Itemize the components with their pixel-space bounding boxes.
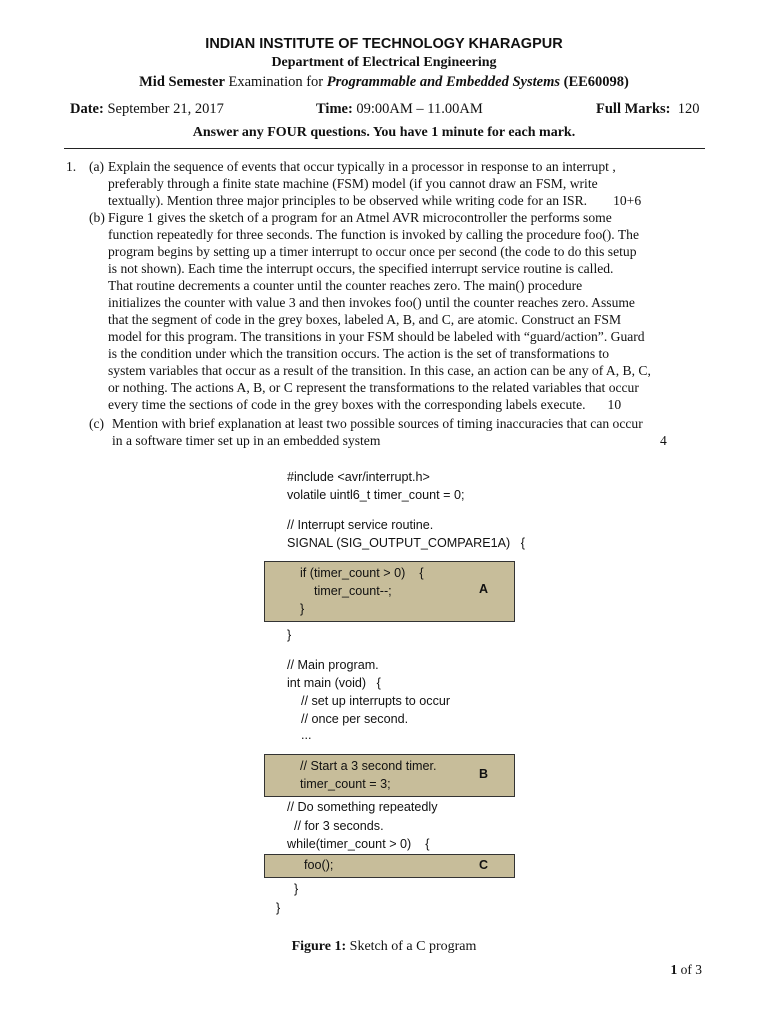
exam-type: Mid Semester [139,74,225,90]
figure-caption-text: Sketch of a C program [346,939,477,954]
part-b-line: is the condition under which the transition occurs. The action is the set of transformations to [108,346,610,361]
box-a-label: A [479,582,489,596]
part-c-text [112,415,701,449]
code-while-close: } [287,882,299,896]
code-isr-close: } [287,628,292,642]
part-b-line: function repeatedly for three seconds. The function is invoked by calling the procedure foo(). The [108,227,639,242]
course-code: (EE60098) [560,74,629,90]
part-a-label: (a) [89,159,105,174]
box-c-line: foo(); [304,858,334,872]
code-comment-setup2: // once per second. [287,712,409,726]
part-b-line: Figure 1 gives the sketch of a program for an Atmel AVR microcontroller the performs some [108,210,612,225]
instructions: Answer any FOUR questions. You have 1 minute for each mark. [192,125,576,140]
code-comment-setup1: // set up interrupts to occur [287,694,451,708]
part-b-line: every time the sections of code in the grey boxes with the corresponding labels execute. 10 [108,397,622,412]
marks-value: 120 [677,101,700,117]
code-comment-isr: // Interrupt service routine. [287,518,434,532]
part-b-text [108,209,701,413]
part-b-line: model for this program. The transitions in your FSM should be labeled with “guard/action”. Guard [108,329,645,344]
part-c-label: (c) [89,416,105,431]
part-b-line: program begins by setting up a timer interrupt to occur once per second (the code to do this setup [108,244,637,259]
code-comment-repeat1: // Do something repeatedly [287,800,438,814]
part-b-line: system variables that occur as a result of the transition. In this case, an action can be any of A, B, C, [108,363,651,378]
part-b-line: That routine decrements a counter until the counter reaches zero. The main() procedure [108,278,583,293]
time-value: 09:00AM – 11.00AM [352,101,483,117]
part-c-marks: 4 [660,433,667,448]
code-comment-main: // Main program. [287,658,379,672]
exam-mid-text: Examination for [224,74,327,90]
figure-caption-label: Figure 1: [291,939,347,954]
code-ellipsis: ... [287,728,312,742]
box-a-line: timer_count--; [300,584,392,598]
box-b-line: // Start a 3 second timer. [300,759,437,773]
date-value: September 21, 2017 [103,101,224,117]
time-label: Time: [316,101,353,117]
part-c-line: in a software timer set up in an embedded system [112,433,381,448]
part-a-text [108,158,701,209]
box-b-line: timer_count = 3; [300,777,391,791]
code-main-decl: int main (void) { [287,676,381,690]
part-b-line: that the segment of code in the grey boxes, labeled A, B, and C, are atomic. Construct an FSM [108,312,622,327]
part-c-line: Mention with brief explanation at least two possible sources of timing inaccuracies that can occur [112,416,643,431]
box-c-label: C [479,858,489,872]
institute-name: INDIAN INSTITUTE OF TECHNOLOGY KHARAGPUR [205,36,563,52]
code-signal: SIGNAL (SIG_OUTPUT_COMPARE1A) { [287,536,525,550]
box-a-line: if (timer_count > 0) { [300,566,424,580]
page-current: 1 [670,962,678,977]
code-box-b [264,754,515,797]
part-b-line: initializes the counter with value 3 and then invokes foo() until the counter reaches zero. Assume [108,295,635,310]
part-b-line: is not shown). Each time the interrupt occurs, the specified interrupt service routine is called. [108,261,614,276]
part-b-line: or nothing. The actions A, B, or C represent the transformations to the related variables that occur [108,380,639,395]
page-number [640,962,702,978]
exam-date [70,101,224,118]
part-b-marks: 10 [607,397,622,412]
full-marks [596,101,700,118]
code-comment-repeat2: // for 3 seconds. [287,819,384,833]
code-main-close: } [276,901,281,915]
exam-title [0,74,768,91]
box-b-label: B [479,767,489,781]
part-a-line: preferably through a finite state machine (FSM) model (if you cannot draw an FSM, write [108,176,598,191]
figure-caption [0,939,768,955]
page-total: of 3 [677,962,702,977]
code-volatile: volatile uintl6_t timer_count = 0; [287,488,465,502]
part-a-marks: 10+6 [613,193,642,208]
exam-time [316,101,483,118]
code-include: #include <avr/interrupt.h> [287,470,430,484]
marks-label: Full Marks: [596,101,671,117]
question-number: 1. [66,159,77,174]
code-box-a [264,561,515,622]
code-while: while(timer_count > 0) { [287,837,430,851]
code-box-c [264,854,515,878]
part-a-line: Explain the sequence of events that occur typically in a processor in response to an interrupt , [108,159,616,174]
course-name: Programmable and Embedded Systems [326,74,560,90]
part-b-label: (b) [89,210,105,225]
part-a-line: textually). Mention three major principles to be observed while writing code for an ISR. 10+6 [108,193,642,208]
date-label: Date: [70,101,104,117]
header-divider [64,148,705,149]
department-name: Department of Electrical Engineering [271,55,497,70]
box-a-line: } [300,602,305,616]
